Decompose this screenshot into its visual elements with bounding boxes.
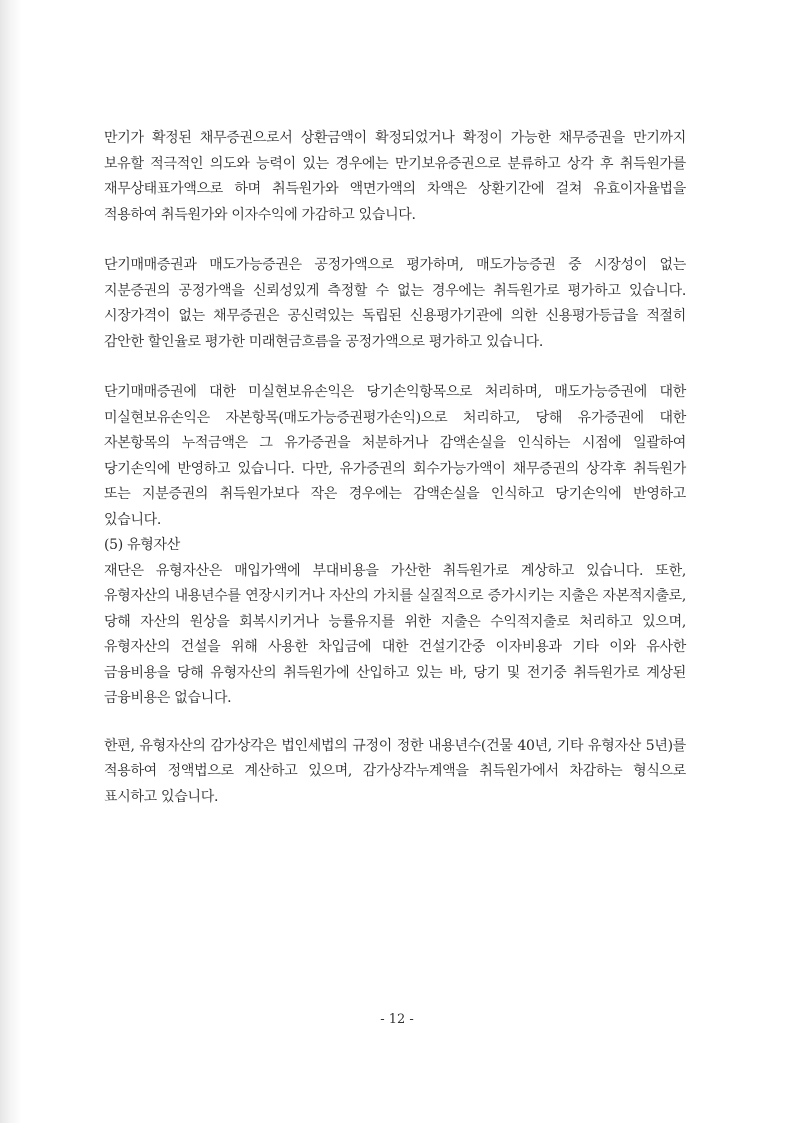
section-heading-tangible-assets: (5) 유형자산 xyxy=(104,537,180,553)
paragraph-depreciation: 한편, 유형자산의 감가상각은 법인세법의 규정이 정한 내용년수(건물 40년, 기타 유형자산 5년)를 적용하여 정액법으로 계산하고 있으며, 감가상각누계액을 취득원가에서 차감하는 형식으로 표시하고 있습니다. xyxy=(104,737,686,805)
document-body xyxy=(104,126,686,810)
scan-edge-shadow xyxy=(0,0,22,1123)
page-number: - 12 - xyxy=(380,1012,414,1027)
paragraph-trading-securities: 단기매매증권과 매도가능증권은 공정가액으로 평가하며, 매도가능증권 중 시장성이 없는 지분증권의 공정가액을 신뢰성있게 측정할 수 없는 경우에는 취득원가로 평가하고 있습니다. 시장가격이 없는 채무증권은 공신력있는 독립된 신용평가기관에 의한 신용평가등급을 적절히 감안한 할인율로 평가한 미래현금흐름을 공정가액으로 평가하고 있습니다. xyxy=(104,257,686,350)
paragraph-tangible-assets: 재단은 유형자산은 매입가액에 부대비용을 가산한 취득원가로 계상하고 있습니다. 또한, 유형자산의 내용년수를 연장시키거나 자산의 가치를 실질적으로 증가시키는 지출은 자본적지출로, 당해 자산의 원상을 회복시키거나 능률유지를 위한 지출은 수익적지출로 처리하고 있으며, 유형자산의 건설을 위해 사용한 차입금에 대한 건설기간중 이자비용과 기타 이와 유사한 금융비용을 당해 유형자산의 취득원가에 산입하고 있는 바, 당기 및 전기중 취득원가로 계상된 금융비용은 없습니다. xyxy=(104,562,686,706)
paragraph-unrealized-gains: 단기매매증권에 대한 미실현보유손익은 당기손익항목으로 처리하며, 매도가능증권에 대한 미실현보유손익은 자본항목(매도가능증권평가손익)으로 처리하고, 당해 유가증권에 대한 자본항목의 누적금액은 그 유가증권을 처분하거나 감액손실을 인식하는 시점에 일괄하여 당기손익에 반영하고 있습니다. 다만, 유가증권의 회수가능가액이 채무증권의 상각후 취득원가 또는 지분증권의 취득원가보다 작은 경우에는 감액손실을 인식하고 당기손익에 반영하고 있습니다. xyxy=(104,384,686,528)
paragraph-held-to-maturity: 만기가 확정된 채무증권으로서 상환금액이 확정되었거나 확정이 가능한 채무증권을 만기까지 보유할 적극적인 의도와 능력이 있는 경우에는 만기보유증권으로 분류하고 상각 후 취득원가를 재무상태표가액으로 하며 취득원가와 액면가액의 차액은 상환기간에 걸쳐 유효이자율법을 적용하여 취득원가와 이자수익에 가감하고 있습니다. xyxy=(104,130,686,223)
